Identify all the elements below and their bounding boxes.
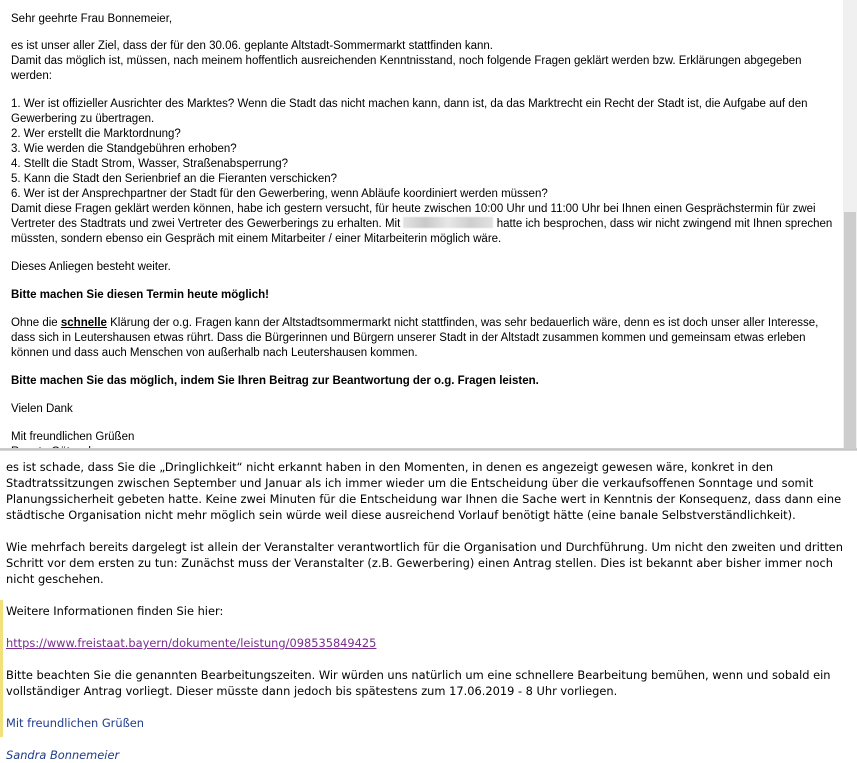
quoted-pane-scrollbar[interactable] — [843, 0, 857, 448]
request-still-open: Dieses Anliegen besteht weiter. — [11, 261, 171, 273]
reply-paragraph-2: Wie mehrfach bereits dargelegt ist allein der Veranstalter verantwortlich für die Organisation und Durchführung. Um nicht den zweiten und dritten Schritt vor dem ersten zu tun: Zunächst muss der Veranstalter (z.B. Gewerbering) einen Antrag stellen. Dies ist bekannt aber bisher immer noch nicht geschehen. — [6, 540, 843, 586]
urgency-text-2: Klärung der o.g. Fragen kann der Altstadtsommermarkt nicht stattfinden, was sehr bedauerlich wäre, denn es ist doch unser aller Interesse, dass sich in Leutershausen etwas rührt. Dass die Bürgerinnen und Bürgern unserer Stadt in der Altstadt zusammen kommen und gemeinsam etwas erleben können und dass auch Menschen von außerhalb nach Leutershausen kommen. — [11, 317, 819, 359]
reply-paragraph-1: es ist schade, dass Sie die „Dringlichkeit“ nicht erkannt haben in den Momenten, in denen es angezeigt gewesen wäre, konkret in den Stadtratssitzungen zwischen September und Januar als ich immer wieder um die Entscheidung über die verkaufsoffenen Sonntage und somit Planungssicherheit gebeten hatte. Keine zwei Minuten für die Entscheidung war Ihnen die Sache wert in Kenntnis der Konsequenz, dass dann eine städtische Organisation nicht mehr möglich sein würde weil diese ausreichend Vorlauf benötigt hätte (eine banale Selbstverständlichkeit). — [6, 460, 842, 522]
reply-email-pane[interactable] — [0, 451, 857, 762]
reply-paragraph-3: Bitte beachten Sie die genannten Bearbeitungszeiten. Wir würden uns natürlich um eine schnellere Bearbeitung bemühen, wenn und sobald ein vollständiger Antrag vorliegt. Dieser müsste dann jedoch bis spätestens zum 17.06.2019 - 8 Uhr vorliegen. — [6, 668, 831, 698]
urgency-paragraph — [11, 316, 833, 361]
appointment-text-b: hatte ich besprochen, dass wir nicht zwingend mit Ihnen sprechen müssten, sondern ebenso ein Gespräch mit einem Mitarbeiter / einer Mitarbeiterin möglich wäre. — [11, 218, 833, 245]
appointment-text-a: Damit diese Fragen geklärt werden können, habe ich gestern versucht, für heute zwischen 10:00 Uhr und 11:00 Uhr bei Ihnen einen Gesprächstermin für zwei Vertreter des Stadtrats und zwei Vertreter des Gewerberings zu erhalten. Mit — [11, 203, 816, 230]
question-3: 3. Wie werden die Standgebühren erhoben? — [11, 143, 237, 155]
question-2: 2. Wer erstellt die Marktordnung? — [11, 128, 181, 140]
intro-line-1: es ist unser aller Ziel, dass der für den 30.06. geplante Altstadt-Sommermarkt stattfinden kann. — [11, 40, 493, 52]
salutation: Sehr geehrte Frau Bonnemeier, — [11, 13, 173, 25]
quote-margin-marker — [0, 600, 3, 737]
bold-request-1: Bitte machen Sie diesen Termin heute möglich! — [11, 289, 269, 301]
urgency-emphasis: schnelle — [60, 317, 107, 329]
question-6: 6. Wer ist der Ansprechpartner der Stadt für den Gewerbering, wenn Abläufe koordiniert werden müssen? — [11, 188, 548, 200]
appointment-paragraph — [11, 202, 833, 247]
closing: Mit freundlichen Grüßen — [11, 431, 135, 443]
question-1: 1. Wer ist offizieller Ausrichter des Marktes? Wenn die Stadt das nicht machen kann, dann ist, da das Marktrecht ein Recht der Stadt ist, die Aufgabe auf den Gewerbering zu übertragen. — [11, 98, 808, 125]
info-line: Weitere Informationen finden Sie hier: — [6, 604, 224, 618]
scrollbar-thumb[interactable] — [844, 212, 856, 448]
reply-signer: Sandra Bonnemeier — [6, 748, 120, 762]
bold-request-2: Bitte machen Sie das möglich, indem Sie Ihren Beitrag zur Beantwortung der o.g. Fragen leisten. — [11, 375, 539, 387]
thanks: Vielen Dank — [11, 403, 73, 415]
question-5: 5. Kann die Stadt den Serienbrief an die Fieranten verschicken? — [11, 173, 338, 185]
question-4: 4. Stellt die Stadt Strom, Wasser, Straßenabsperrung? — [11, 158, 288, 170]
reply-closing: Mit freundlichen Grüßen — [6, 716, 144, 730]
intro-line-2: Damit das möglich ist, müssen, nach meinem hoffentlich ausreichenden Kenntnisstand, noch folgende Fragen geklärt werden bzw. Erklärungen abgegeben werden: — [11, 55, 802, 82]
info-link[interactable]: https://www.freistaat.bayern/dokumente/leistung/098535849425 — [6, 636, 377, 650]
redacted-name — [403, 217, 493, 228]
urgency-text-1: Ohne die — [11, 317, 58, 329]
